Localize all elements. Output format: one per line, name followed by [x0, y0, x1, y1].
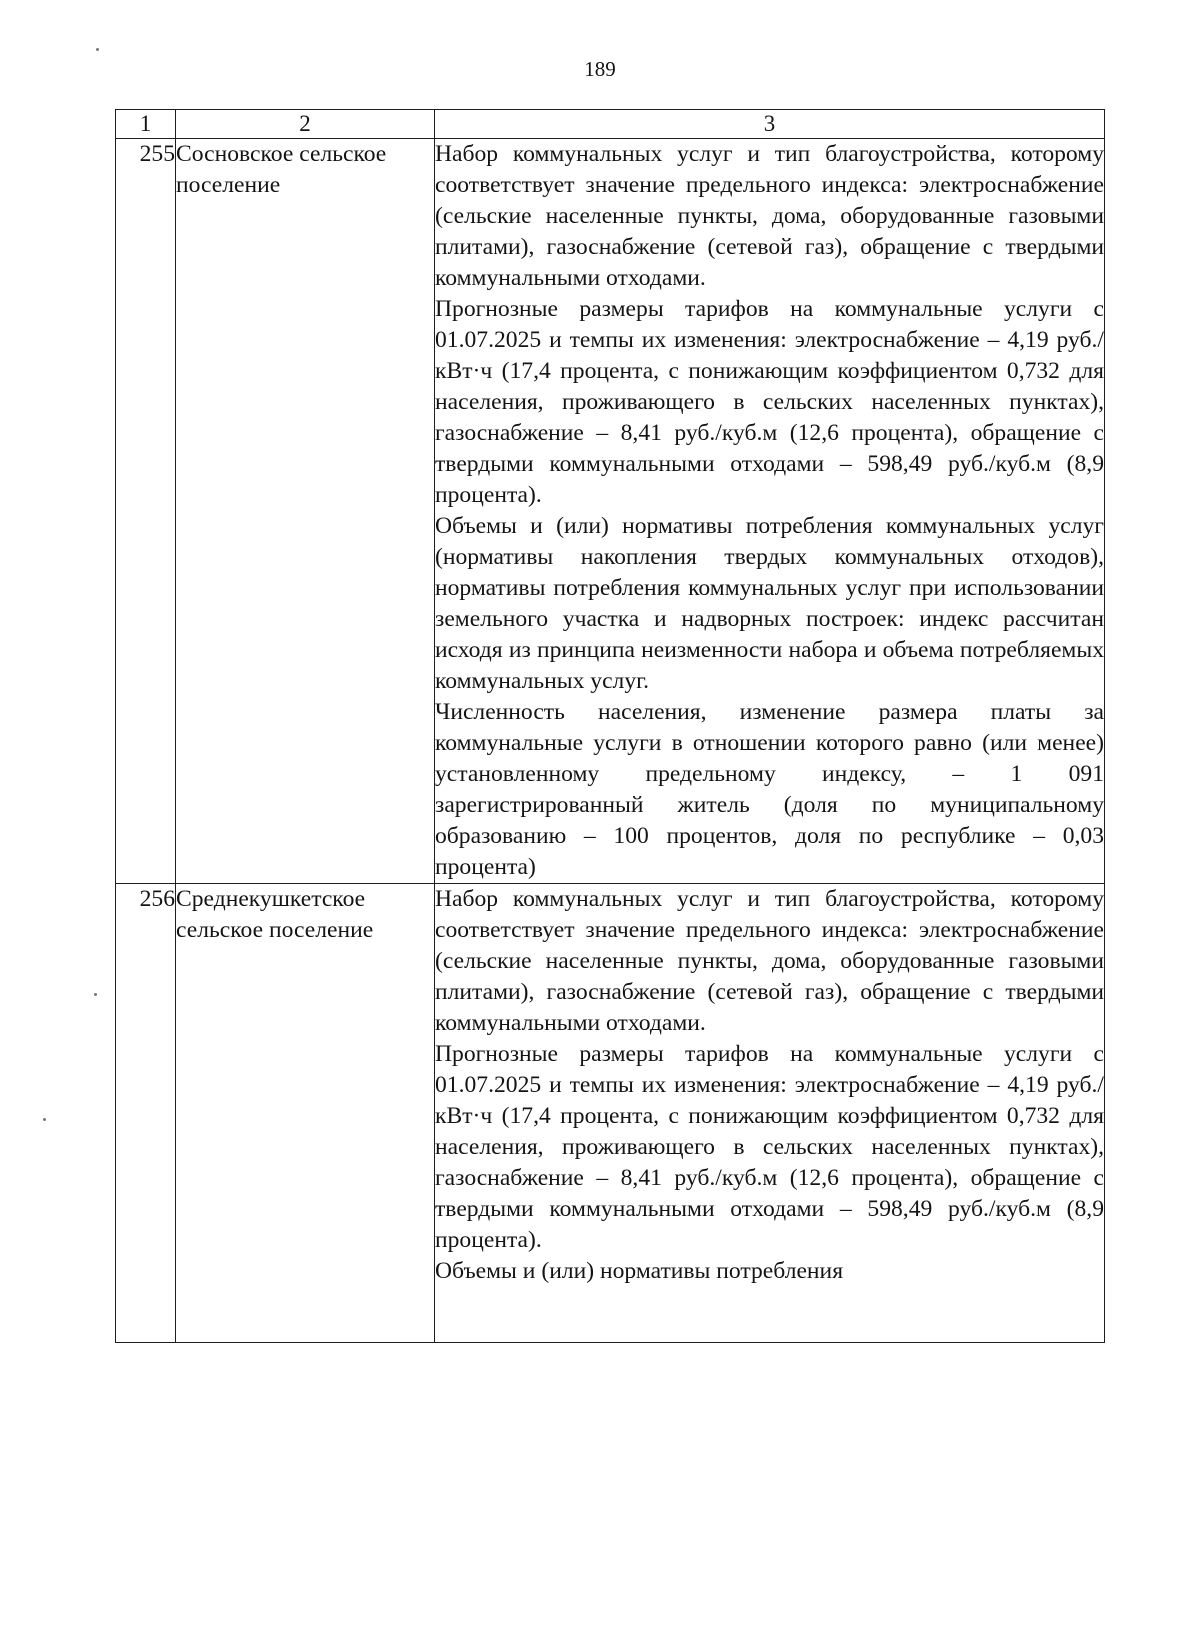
tariff-table [115, 109, 1105, 1343]
scan-speck [94, 993, 97, 996]
settlement-name: Сосновское сельское поселение [176, 139, 435, 884]
row-description-clip [435, 884, 1104, 1342]
settlement-name: Среднекушкетское сельское поселение [176, 884, 435, 1343]
row-description [435, 139, 1105, 884]
column-header-2: 2 [176, 110, 435, 139]
table-header-row [116, 110, 1105, 139]
paragraph-utility-set: Набор коммунальных услуг и тип благоустройства, которому соответствует значение предельного индекса: электроснабжение (сельские населенные пункты, дома, оборудованные газовыми плитами), газоснабжение (сетевой газ), обращение с твердыми коммунальными отходами. [435, 141, 1104, 291]
page-number: 189 [584, 57, 616, 81]
table-row [116, 884, 1105, 1343]
paragraph-utility-set: Набор коммунальных услуг и тип благоустройства, которому соответствует значение предельного индекса: электроснабжение (сельские населенные пункты, дома, оборудованные газовыми плитами), газоснабжение (сетевой газ), обращение с твердыми коммунальными отходами. [435, 886, 1104, 1036]
paragraph-volumes: Объемы и (или) нормативы потребления [435, 1258, 844, 1284]
table-row [116, 139, 1105, 884]
paragraph-tariffs: Прогнозные размеры тарифов на коммунальные услуги с 01.07.2025 и темпы их изменения: электроснабжение – 4,19 руб./кВт·ч (17,4 процента, с понижающим коэффициентом 0,732 для населения, проживающего в сельских населенных пунктах), газоснабжение – 8,41 руб./куб.м (12,6 процента), обращение с твердыми коммунальными отходами – 598,49 руб./куб.м (8,9 процента). [435, 1041, 1104, 1253]
paragraph-volumes: Объемы и (или) нормативы потребления коммунальных услуг (нормативы накопления твердых коммунальных отходов), нормативы потребления коммунальных услуг при использовании земельного участка и надворных построек: индекс рассчитан исходя из принципа неизменности набора и объема потребляемых коммунальных услуг. [435, 513, 1104, 694]
row-number: 255 [116, 139, 176, 884]
scan-speck [43, 1118, 46, 1121]
column-header-3: 3 [435, 110, 1105, 139]
scan-speck [96, 48, 99, 51]
paragraph-tariffs: Прогнозные размеры тарифов на коммунальные услуги с 01.07.2025 и темпы их изменения: электроснабжение – 4,19 руб./кВт·ч (17,4 процента, с понижающим коэффициентом 0,732 для населения, проживающего в сельских населенных пунктах), газоснабжение – 8,41 руб./куб.м (12,6 процента), обращение с твердыми коммунальными отходами – 598,49 руб./куб.м (8,9 процента). [435, 296, 1104, 508]
column-header-1: 1 [116, 110, 176, 139]
row-description [435, 884, 1105, 1343]
paragraph-population: Численность населения, изменение размера платы за коммунальные услуги в отношении которого равно (или менее) установленному предельному индексу, – 1 091 зарегистрированный житель (доля по муниципальному образованию – 100 процентов, доля по республике – 0,03 процента) [435, 699, 1104, 880]
row-number: 256 [116, 884, 176, 1343]
